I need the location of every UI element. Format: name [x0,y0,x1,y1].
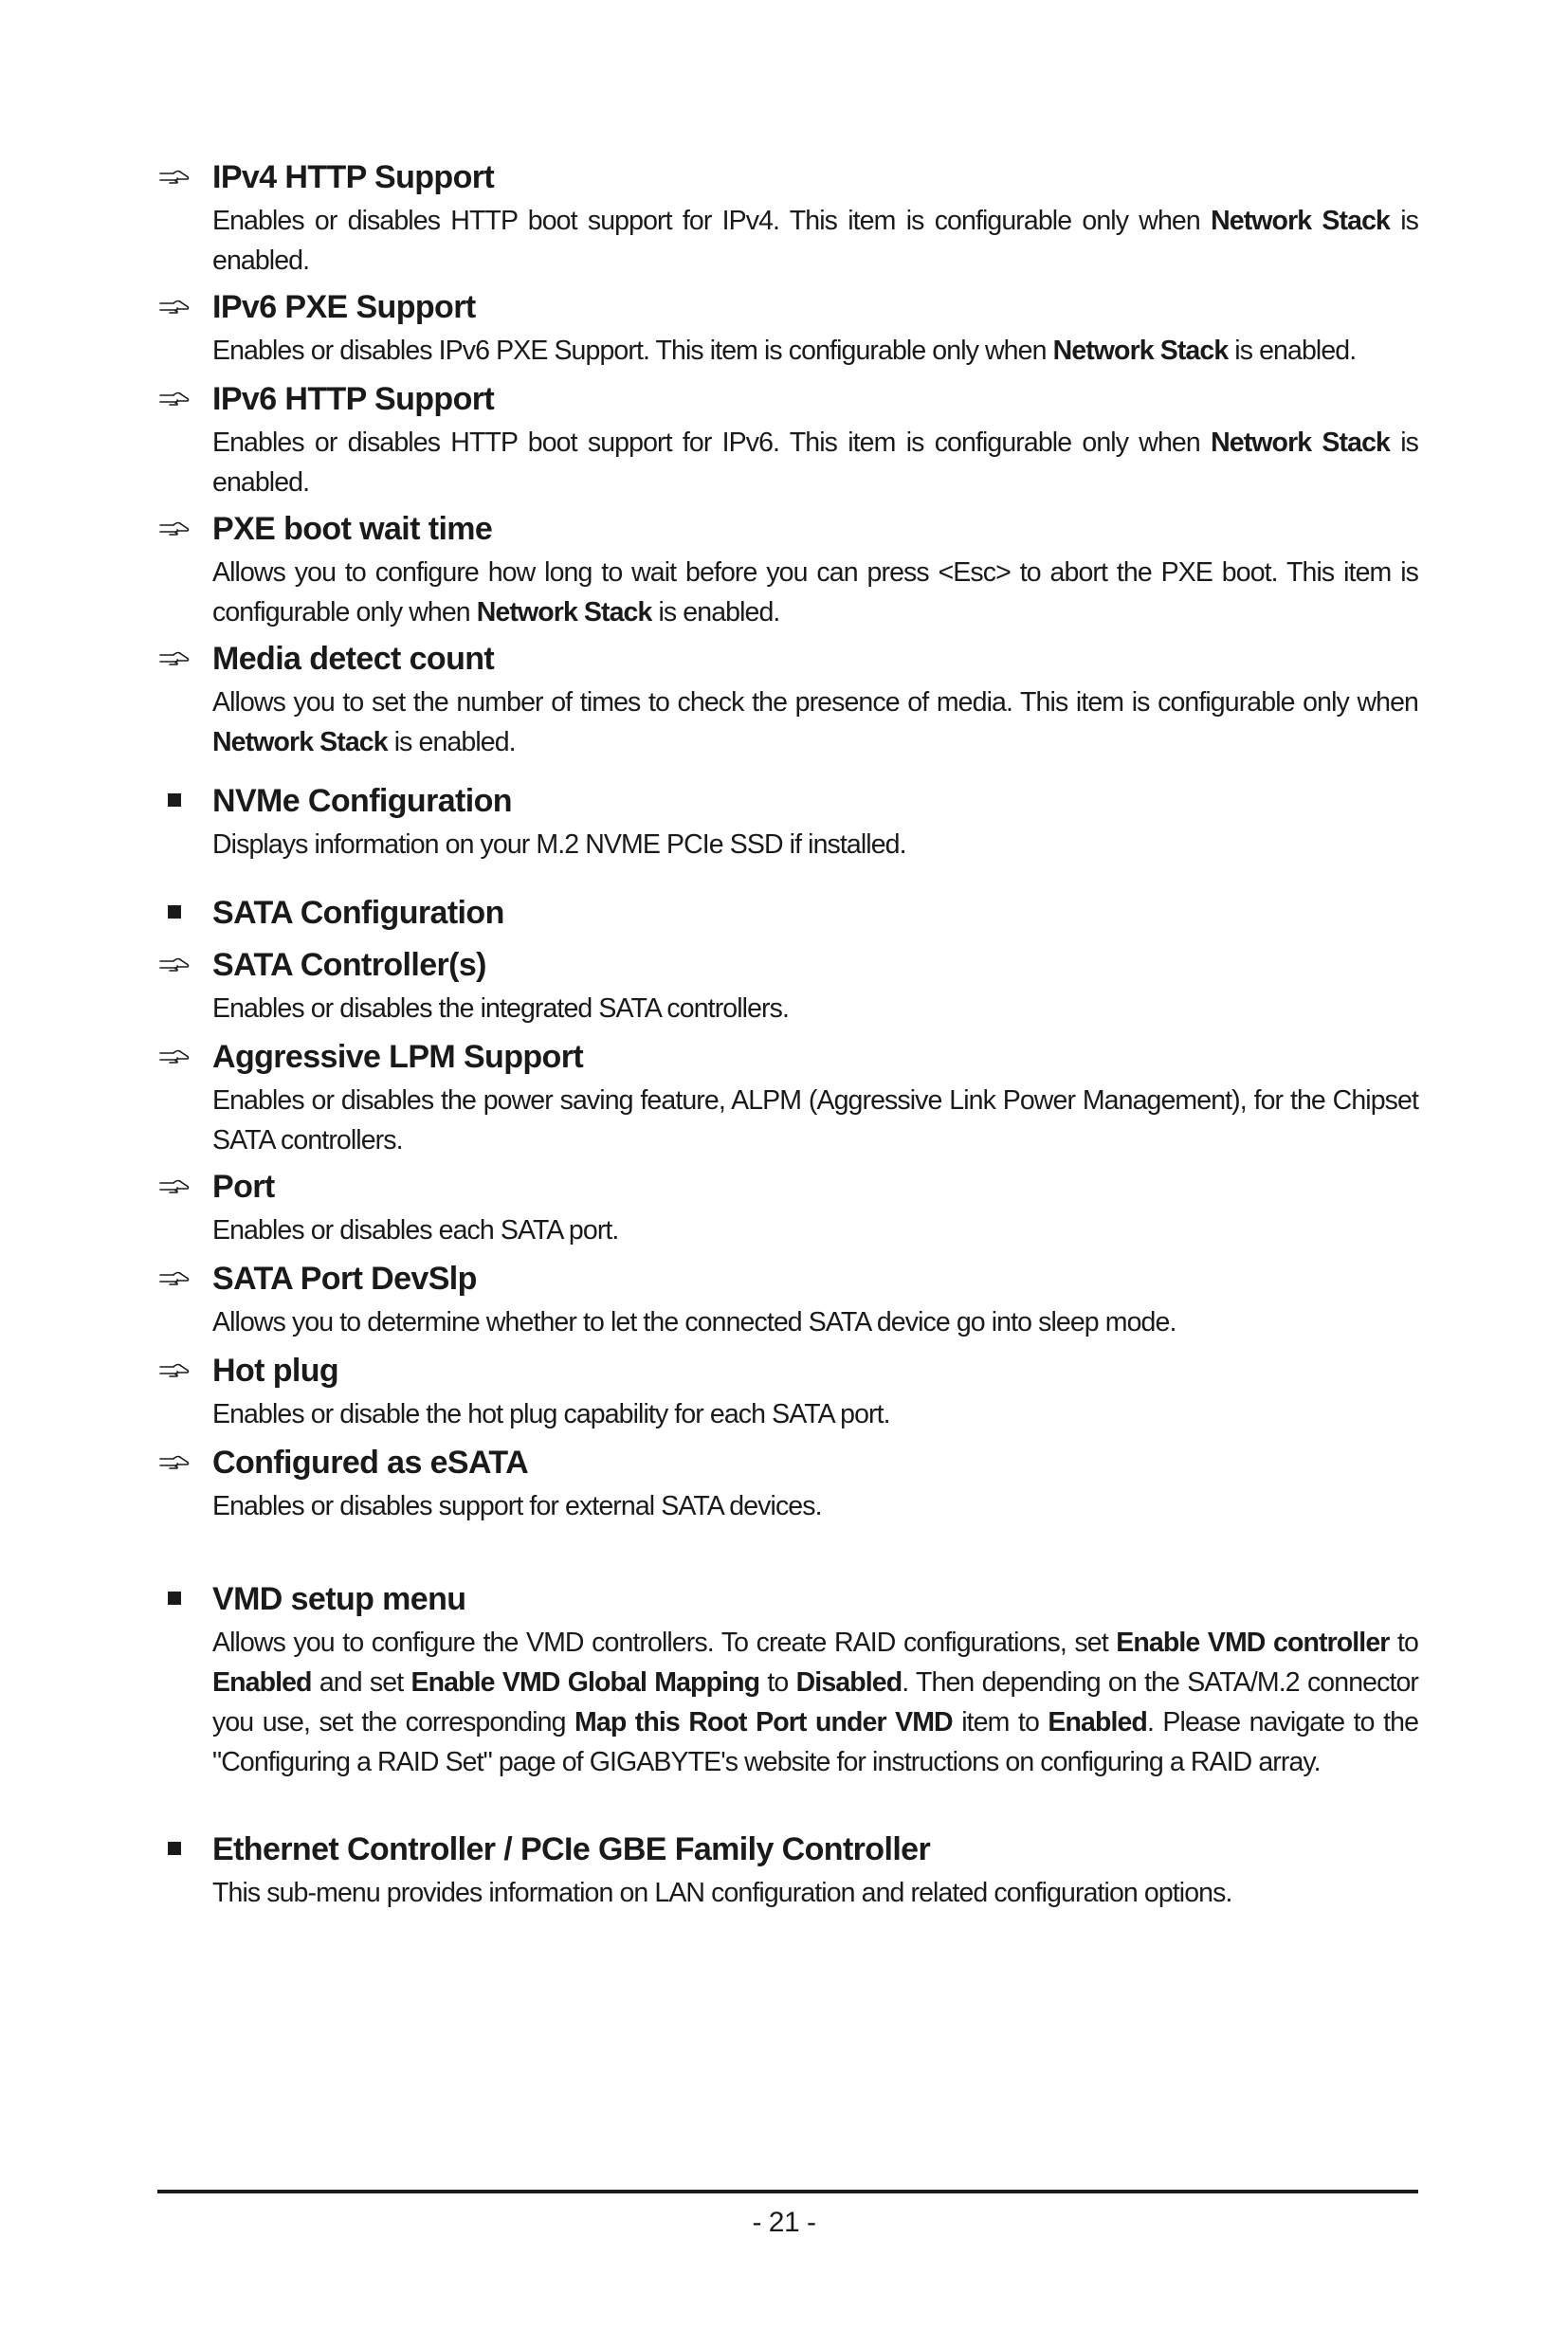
hand-pointer-icon [157,159,191,193]
description-text: is enabled. [651,597,780,628]
description-text: . Please navigate to the "Configuring a RAID Set" page of GIGABYTE's website for instructions on configuring a RAID array. [212,1707,1419,1777]
square-bullet-icon [157,1831,191,1865]
bold-term: Network Stack [1211,206,1390,236]
section-title: IPv4 HTTP Support [212,159,495,195]
description-text: is enabled. [387,727,516,757]
hand-pointer-icon [157,1261,191,1295]
section-description [212,825,1418,864]
section-title: SATA Port DevSlp [212,1261,477,1297]
section-description [212,201,1418,281]
hand-pointer-icon [157,381,191,415]
hand-pointer-icon [157,1039,191,1073]
description-text: is enabled. [1228,336,1357,366]
square-bullet-icon [157,895,191,929]
hand-pointer-icon [157,641,191,675]
section-title: SATA Controller(s) [212,947,486,983]
section-description [212,423,1418,502]
description-text: Allows you to configure how long to wait before you can press <Esc> to abort the PXE boot. This item is configurable only when [212,557,1418,628]
description-text: Enables or disables HTTP boot support for IPv4. This item is configurable only when [212,206,1212,236]
section-description [212,682,1418,762]
section-description [212,1210,1418,1250]
bold-term: Enable VMD controller [1116,1628,1390,1658]
section-title: Hot plug [212,1353,339,1389]
section-title: SATA Configuration [212,895,504,931]
section-title: IPv6 HTTP Support [212,381,495,417]
bold-term: Network Stack [1052,336,1229,366]
description-text: item to [952,1707,1048,1738]
description-text: Allows you to configure the VMD controllers. To create RAID configurations, set [212,1628,1117,1658]
bold-term: Network Stack [212,727,388,757]
bold-term: Enabled [1048,1707,1147,1738]
bold-term: Enable VMD Global Mapping [410,1667,760,1698]
description-text: Enables or disables HTTP boot support for IPv6. This item is configurable only when [212,428,1212,458]
hand-pointer-icon [157,511,191,545]
bold-term: Network Stack [476,597,652,628]
section-title: Ethernet Controller / PCIe GBE Family Controller [212,1831,931,1867]
description-text: Enables or disables each SATA port. [212,1215,619,1246]
description-text: Enables or disables IPv6 PXE Support. This item is configurable only when [212,336,1053,366]
hand-pointer-icon [157,947,191,981]
footer-rule [157,2190,1418,2193]
section-description [212,1873,1418,1913]
section-title: PXE boot wait time [212,511,493,547]
hand-pointer-icon [157,1353,191,1387]
hand-pointer-icon [157,289,191,323]
description-text: Displays information on your M.2 NVME PCIe SSD if installed. [212,829,906,860]
bold-term: Disabled [795,1667,903,1698]
description-text: Enables or disables support for external SATA devices. [212,1491,822,1521]
section-title: Aggressive LPM Support [212,1039,584,1075]
section-description [212,989,1418,1028]
section-title: IPv6 PXE Support [212,289,476,325]
description-text: Enables or disables the power saving feature, ALPM (Aggressive Link Power Management), for the Chipset SATA controllers. [212,1085,1418,1155]
section-title: VMD setup menu [212,1581,466,1617]
description-text: Allows you to set the number of times to check the presence of media. This item is configurable only when [212,687,1418,718]
description-text: This sub-menu provides information on LAN configuration and related configuration options. [212,1878,1232,1908]
bold-term: Map this Root Port under VMD [574,1707,953,1738]
page-number: - 21 - [752,2207,816,2238]
section-title: Media detect count [212,641,495,677]
section-description [212,1302,1418,1342]
description-text: and set [311,1667,411,1698]
bold-term: Enabled [212,1667,312,1698]
section-title: Configured as eSATA [212,1445,529,1481]
description-text: . Then depending on the SATA/M.2 connector you use, set the corresponding [212,1667,1418,1738]
description-text: to [759,1667,796,1698]
description-text: to [1389,1628,1418,1658]
section-title: Port [212,1169,275,1205]
hand-pointer-icon [157,1169,191,1203]
section-description [212,331,1418,371]
hand-pointer-icon [157,1445,191,1479]
section-description [212,553,1418,632]
section-title: NVMe Configuration [212,783,512,819]
description-text: Enables or disables the integrated SATA controllers. [212,993,790,1024]
description-text: is enabled. [212,428,1418,498]
description-text: is enabled. [212,206,1418,276]
section-description [212,1623,1418,1782]
square-bullet-icon [157,1581,191,1615]
section-description [212,1081,1418,1160]
section-description [212,1394,1418,1434]
section-description [212,1486,1418,1526]
bold-term: Network Stack [1211,428,1390,458]
description-text: Enables or disable the hot plug capability for each SATA port. [212,1399,890,1429]
square-bullet-icon [157,783,191,817]
description-text: Allows you to determine whether to let the connected SATA device go into sleep mode. [212,1307,1176,1337]
